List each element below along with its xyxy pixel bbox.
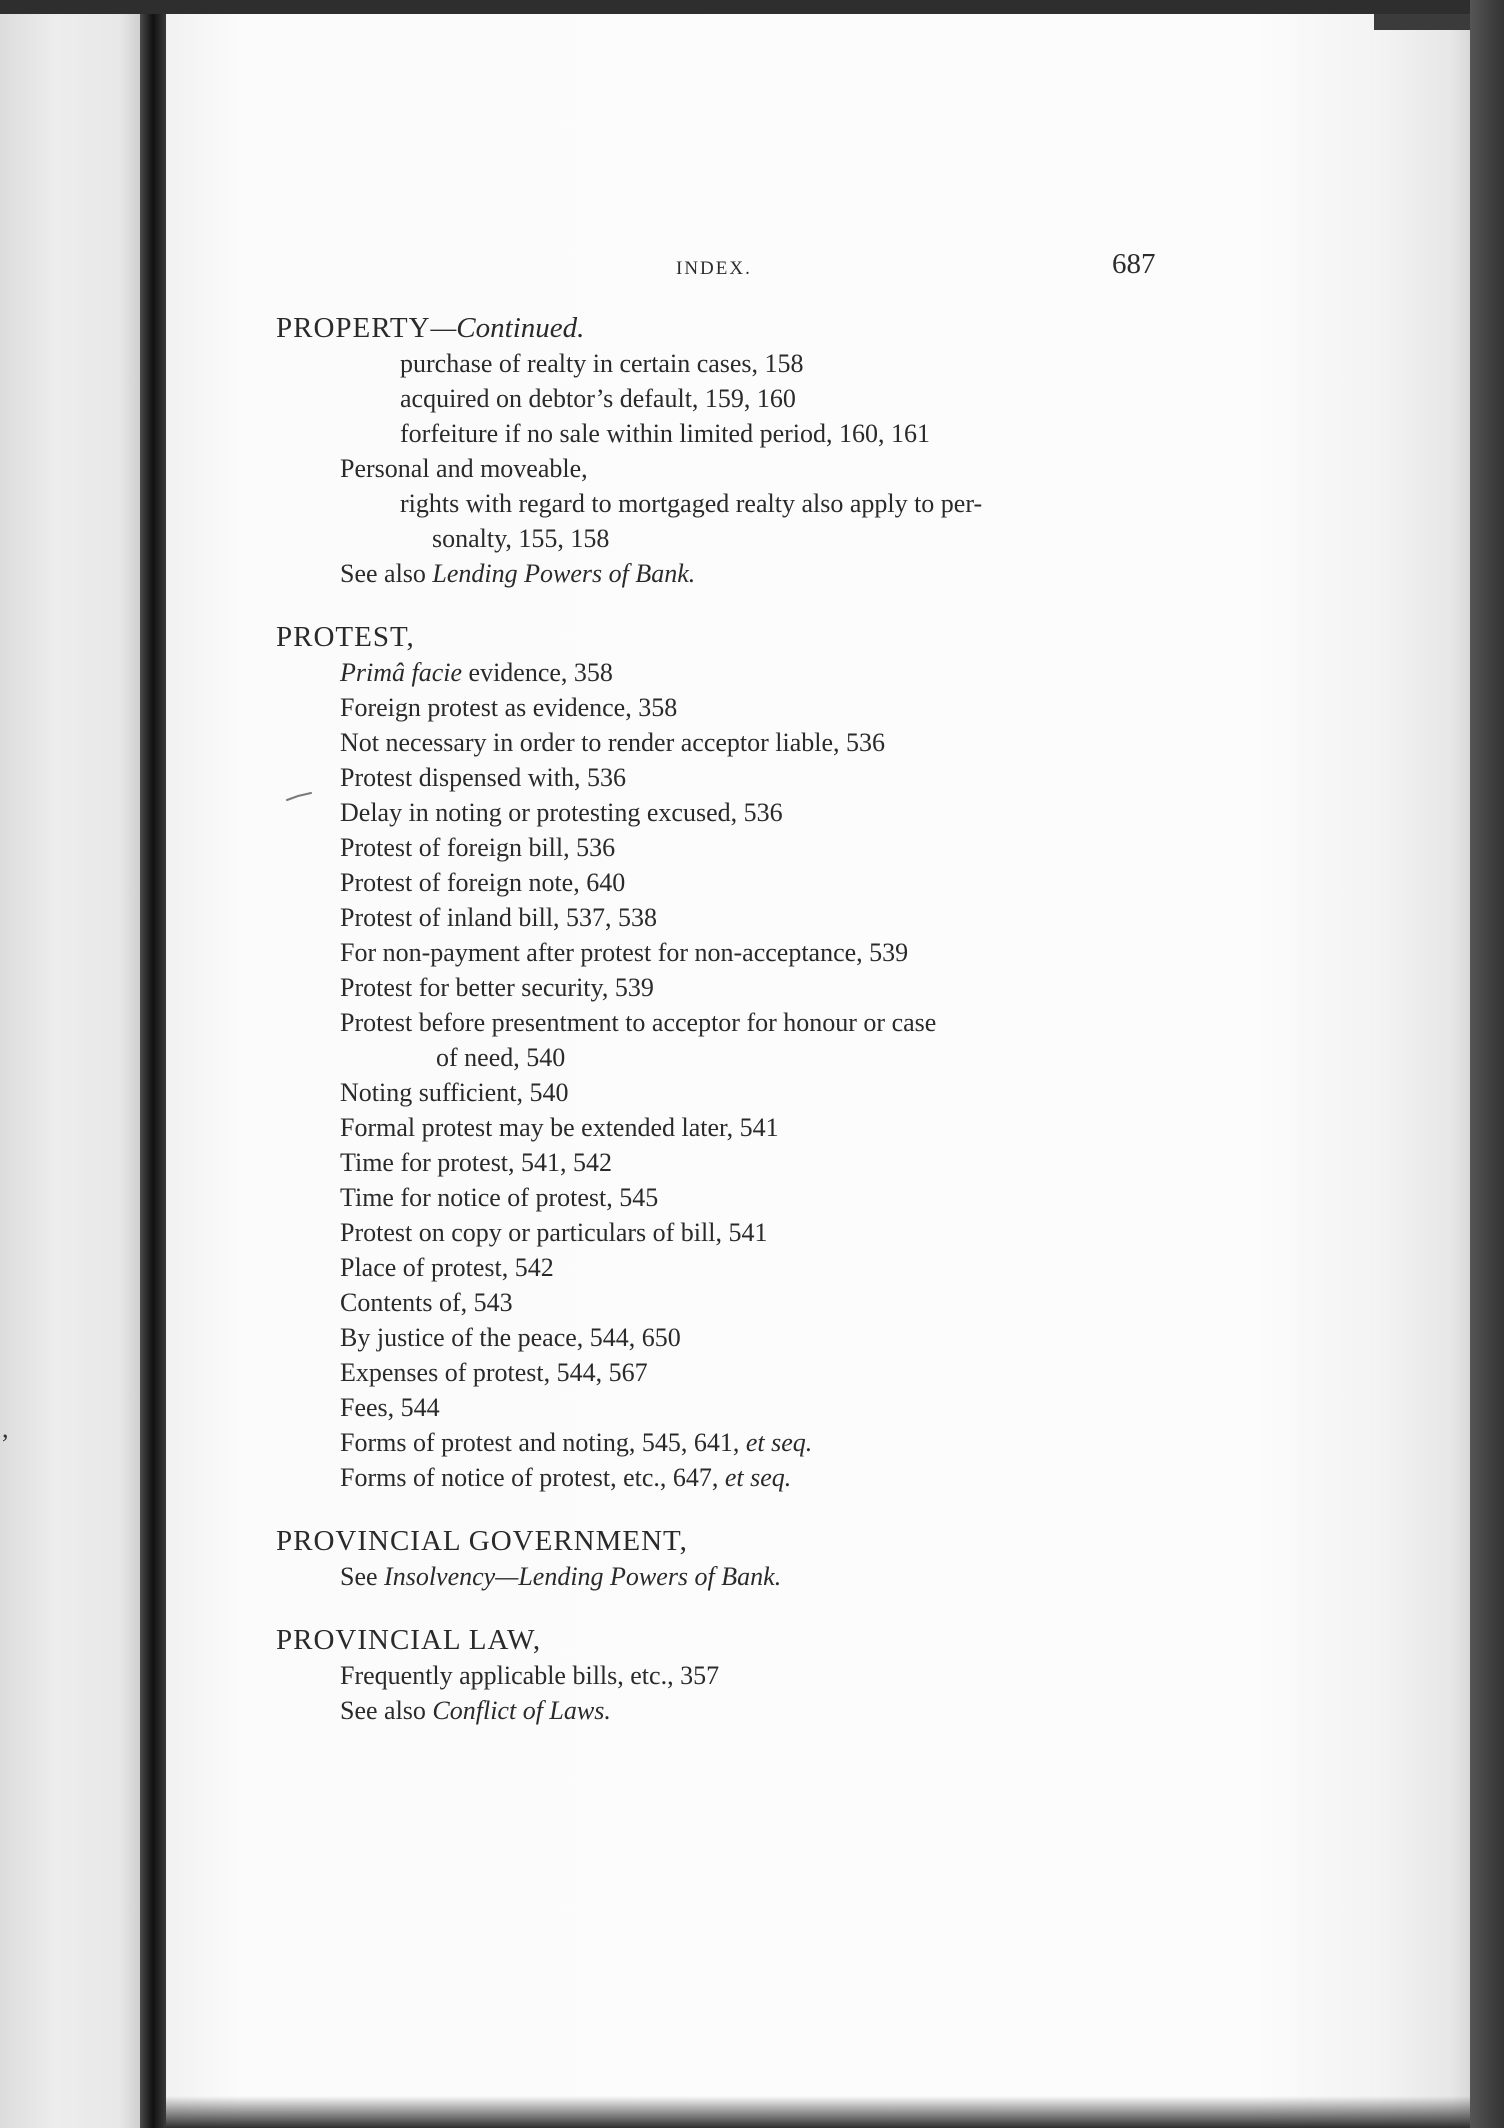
entry-provincial-government (276, 1523, 1196, 1594)
subentry: Protest for better security, 539 (340, 973, 654, 1002)
subentry: Forms of protest and noting, 545, 641, et seq. (340, 1428, 813, 1457)
subentry: Protest of foreign bill, 536 (340, 833, 616, 862)
subentry: Expenses of protest, 544, 567 (340, 1358, 648, 1387)
subentry: Time for protest, 541, 542 (340, 1148, 613, 1177)
subentry: Frequently applicable bills, etc., 357 (340, 1661, 720, 1690)
subentry: forfeiture if no sale within limited period, 160, 161 (400, 419, 930, 448)
entry-heading: PROVINCIAL GOVERNMENT, (276, 1525, 688, 1557)
subentry: Not necessary in order to render acceptor liable, 536 (340, 728, 886, 757)
subentry: purchase of realty in certain cases, 158 (400, 349, 804, 378)
subentry: Contents of, 543 (340, 1288, 513, 1317)
page-number: 687 (1112, 248, 1156, 280)
entry-provincial-law (276, 1622, 1196, 1728)
entry-property (276, 310, 1196, 591)
cross-reference: See also Lending Powers of Bank. (340, 559, 696, 588)
scan-bottom-shadow (166, 2096, 1470, 2128)
subentry: By justice of the peace, 544, 650 (340, 1323, 681, 1352)
entry-heading: PROTEST, (276, 621, 415, 653)
cross-reference: See also Conflict of Laws. (340, 1696, 611, 1725)
entry-protest (276, 619, 1196, 1495)
left-facing-page (0, 14, 140, 2128)
subentry: Place of protest, 542 (340, 1253, 554, 1282)
subentry: Foreign protest as evidence, 358 (340, 693, 678, 722)
subentry: rights with regard to mortgaged realty also apply to per- (400, 489, 983, 518)
cross-reference: See Insolvency—Lending Powers of Bank. (340, 1562, 782, 1591)
subentry-continuation: of need, 540 (436, 1043, 566, 1072)
scan-right-border (1470, 0, 1504, 2128)
subentry: Delay in noting or protesting excused, 536 (340, 798, 783, 827)
entry-heading: PROPERTY—Continued. (276, 312, 585, 344)
subentry-continuation: sonalty, 155, 158 (432, 524, 610, 553)
subentry: Forms of notice of protest, etc., 647, et seq. (340, 1463, 792, 1492)
subentry: Protest before presentment to acceptor for honour or case (340, 1008, 937, 1037)
subentry: Time for notice of protest, 545 (340, 1183, 659, 1212)
book-gutter (140, 14, 166, 2128)
entry-heading: PROVINCIAL LAW, (276, 1624, 542, 1656)
subentry: Protest dispensed with, 536 (340, 763, 626, 792)
running-head: INDEX. (676, 258, 752, 279)
subentry: Fees, 544 (340, 1393, 440, 1422)
subentry: acquired on debtor’s default, 159, 160 (400, 384, 796, 413)
subentry: Protest of inland bill, 537, 538 (340, 903, 658, 932)
subentry: Protest of foreign note, 640 (340, 868, 626, 897)
subentry: Primâ facie evidence, 358 (340, 658, 613, 687)
stray-mark: , (2, 1414, 9, 1443)
subentry: Protest on copy or particulars of bill, 541 (340, 1218, 768, 1247)
subentry: Formal protest may be extended later, 541 (340, 1113, 779, 1142)
scan-top-border (0, 0, 1504, 14)
subentry: For non-payment after protest for non-acceptance, 539 (340, 938, 909, 967)
index-content (276, 310, 1196, 1756)
subentry: Noting sufficient, 540 (340, 1078, 569, 1107)
page-edge (1374, 30, 1470, 2128)
subheading: Personal and moveable, (340, 454, 588, 483)
